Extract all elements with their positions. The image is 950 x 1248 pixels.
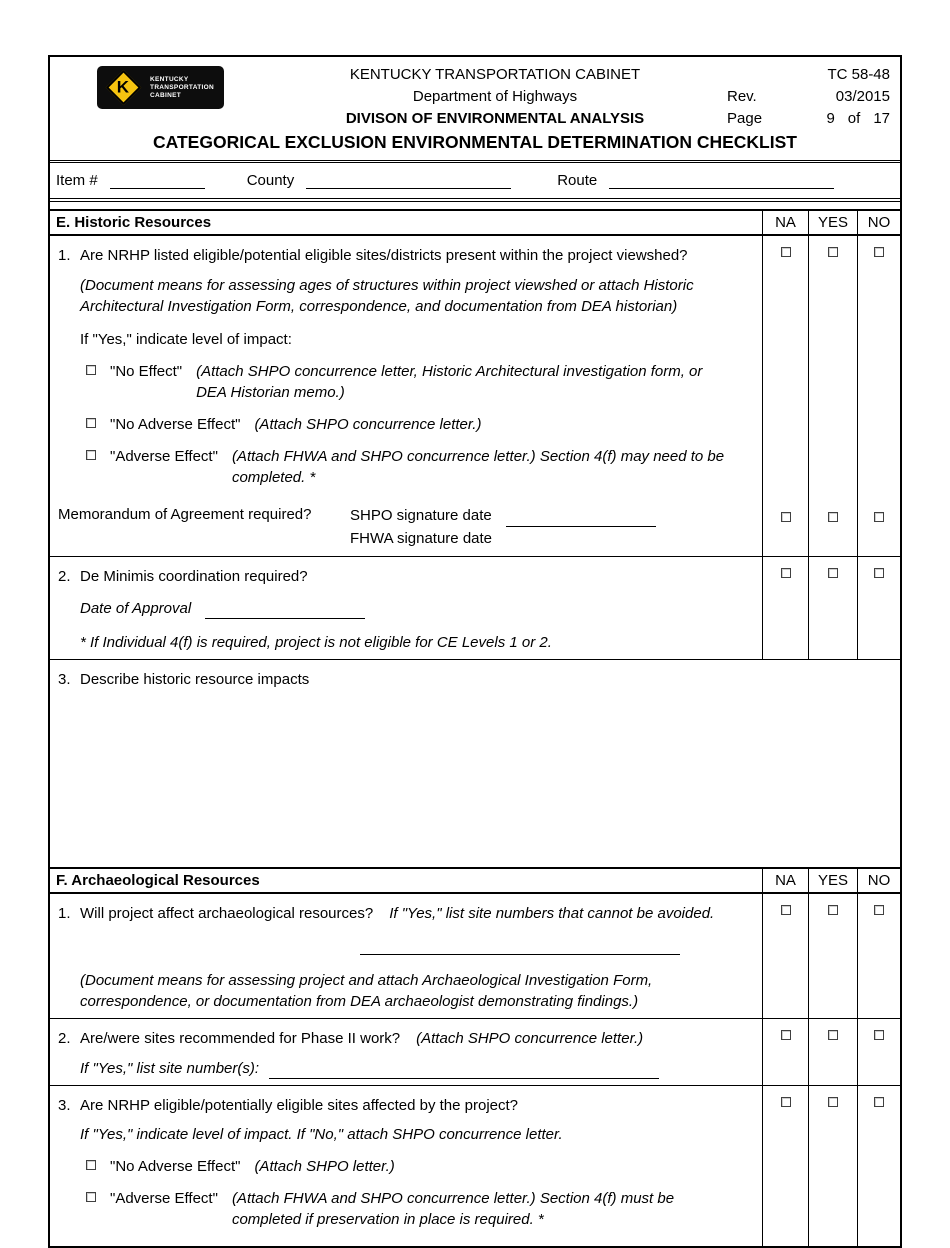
county-label: County (246, 172, 295, 189)
e1-na-checkbox[interactable] (781, 247, 791, 257)
option-no-adverse-effect (86, 414, 754, 435)
f1-no-checkbox[interactable] (874, 905, 884, 915)
option-no-effect (86, 361, 754, 403)
f3-option-no-adverse-effect (86, 1156, 754, 1177)
no-effect-checkbox[interactable] (86, 365, 96, 375)
f3-no-adverse-effect-note: (Attach SHPO letter.) (254, 1158, 395, 1175)
f3-yes-cell (808, 1086, 857, 1246)
no-adverse-effect-checkbox[interactable] (86, 418, 96, 428)
question-row-e3 (50, 660, 900, 867)
item-label: Item # (56, 172, 98, 189)
question-number: 1. (58, 247, 71, 264)
question-row-f1 (50, 894, 900, 1019)
e1-moa-yes-checkbox[interactable] (828, 512, 838, 522)
column-header-yes-f: YES (808, 869, 857, 892)
kytc-logo-diamond-icon: K (106, 70, 141, 105)
question-row-e2 (50, 557, 900, 660)
site-number-list-field[interactable] (269, 1062, 659, 1079)
rev-label: Rev. (727, 88, 757, 105)
f2-list-prompt: If "Yes," list site number(s): (80, 1060, 260, 1077)
column-header-na-f: NA (762, 869, 808, 892)
f3-no-adverse-effect-checkbox[interactable] (86, 1160, 96, 1170)
f3-adverse-effect-note: (Attach FHWA and SHPO concurrence letter.) Section 4(f) must be completed if preservation in place is required. * (231, 1190, 675, 1228)
question-number: 3. (58, 671, 71, 688)
department-name: Department of Highways (412, 88, 578, 105)
question-text-f1: Will project affect archaeological resources? (80, 905, 374, 922)
division-name: DIVISON OF ENVIRONMENTAL ANALYSIS (345, 110, 645, 127)
rev-value: 03/2015 (835, 88, 890, 105)
site-numbers-field[interactable] (360, 938, 680, 955)
of-label: of (847, 110, 861, 127)
f2-na-cell (762, 1019, 808, 1085)
header-right (727, 62, 892, 130)
question-note-e1: (Document means for assessing ages of structures within project viewshed or attach Historic Architectural Investigation Form, correspondence, and documentation from DEA historian) (80, 277, 694, 315)
f2-yes-checkbox[interactable] (828, 1030, 838, 1040)
shpo-signature-date-label: SHPO signature date (350, 507, 492, 524)
impact-prompt-e1: If "Yes," indicate level of impact: (80, 331, 292, 348)
f3-no-adverse-effect-label: "No Adverse Effect" (110, 1158, 241, 1175)
e1-na-cell (762, 236, 808, 556)
no-effect-label: "No Effect" (110, 363, 183, 380)
question-text-e2: De Minimis coordination required? (80, 568, 308, 585)
form-title: CATEGORICAL EXCLUSION ENVIRONMENTAL DETERMINATION CHECKLIST (50, 130, 900, 163)
e1-yes-cell (808, 236, 857, 556)
f1-na-cell (762, 894, 808, 1018)
question-row-e1 (50, 236, 900, 557)
question-number: 2. (58, 1030, 71, 1047)
logo-line3: CABINET (150, 91, 182, 99)
adverse-effect-label: "Adverse Effect" (110, 448, 218, 465)
question-text-e3: Describe historic resource impacts (80, 671, 310, 688)
question-row-f2 (50, 1019, 900, 1086)
no-adverse-effect-label: "No Adverse Effect" (110, 416, 241, 433)
f3-na-cell (762, 1086, 808, 1246)
f1-inline-note: If "Yes," list site numbers that cannot be avoided. (389, 905, 715, 922)
e2-na-checkbox[interactable] (781, 568, 791, 578)
date-of-approval-label: Date of Approval (80, 600, 192, 617)
f1-yes-checkbox[interactable] (828, 905, 838, 915)
f3-na-checkbox[interactable] (781, 1097, 791, 1107)
e1-yes-checkbox[interactable] (828, 247, 838, 257)
e2-no-checkbox[interactable] (874, 568, 884, 578)
question-text-f3: Are NRHP eligible/potentially eligible sites affected by the project? (80, 1097, 519, 1114)
form-number: TC 58-48 (827, 66, 890, 83)
question-text-f2: Are/were sites recommended for Phase II work? (80, 1030, 401, 1047)
moa-label: Memorandum of Agreement required? (58, 506, 312, 523)
no-adverse-effect-note: (Attach SHPO concurrence letter.) (254, 416, 482, 433)
header-center (263, 62, 727, 130)
logo-line1: KENTUCKY (150, 75, 189, 83)
question-number: 2. (58, 568, 71, 585)
column-header-no-f: NO (857, 869, 900, 892)
f3-no-checkbox[interactable] (874, 1097, 884, 1107)
ce-levels-footnote: * If Individual 4(f) is required, project is not eligible for CE Levels 1 or 2. (80, 634, 552, 651)
question-number: 3. (58, 1097, 71, 1114)
kytc-logo-box (97, 66, 224, 109)
shpo-signature-date-field[interactable] (506, 510, 656, 527)
question-number: 1. (58, 905, 71, 922)
e2-na-cell (762, 557, 808, 659)
date-of-approval-block (80, 598, 754, 619)
page-number: 9 (826, 110, 835, 127)
e2-yes-cell (808, 557, 857, 659)
section-e-title: E. Historic Resources (56, 214, 212, 231)
question-row-f3 (50, 1086, 900, 1246)
f2-no-cell (857, 1019, 900, 1085)
section-e-header (50, 209, 900, 236)
e1-moa-na-checkbox[interactable] (781, 512, 791, 522)
adverse-effect-checkbox[interactable] (86, 450, 96, 460)
f2-inline-note: (Attach SHPO concurrence letter.) (416, 1030, 644, 1047)
column-header-na: NA (762, 211, 808, 234)
no-effect-note: (Attach SHPO concurrence letter, Historic Architectural investigation form, or DEA Historian memo.) (196, 363, 703, 401)
f2-no-checkbox[interactable] (874, 1030, 884, 1040)
f1-no-cell (857, 894, 900, 1018)
e1-no-checkbox[interactable] (874, 247, 884, 257)
column-header-no: NO (857, 211, 900, 234)
total-pages: 17 (873, 110, 890, 127)
section-f-title: F. Archaeological Resources (56, 872, 260, 889)
f3-yes-checkbox[interactable] (828, 1097, 838, 1107)
f1-yes-cell (808, 894, 857, 1018)
question-text-e1: Are NRHP listed eligible/potential eligible sites/districts present within the project viewshed? (80, 247, 688, 264)
form-header (50, 57, 900, 130)
f3-no-cell (857, 1086, 900, 1246)
historic-impacts-text-area[interactable] (58, 690, 892, 840)
f1-note: (Document means for assessing project and attach Archaeological Investigation Form, correspondence, or documentation from DEA archaeologist demonstrating findings.) (80, 972, 653, 1010)
e1-moa-no-checkbox[interactable] (874, 512, 884, 522)
item-county-route-row (50, 163, 900, 202)
logo-line2: TRANSPORTATION (150, 83, 214, 91)
f3-option-adverse-effect (86, 1188, 754, 1230)
route-field[interactable] (609, 172, 834, 189)
e2-no-cell (857, 557, 900, 659)
fhwa-signature-date-label: FHWA signature date (350, 530, 493, 547)
date-of-approval-field[interactable] (205, 602, 365, 619)
f3-adverse-effect-label: "Adverse Effect" (110, 1190, 218, 1207)
route-label: Route (557, 172, 598, 189)
e2-yes-checkbox[interactable] (828, 568, 838, 578)
kytc-logo-text (150, 76, 214, 100)
f2-yes-cell (808, 1019, 857, 1085)
f2-na-checkbox[interactable] (781, 1030, 791, 1040)
county-field[interactable] (306, 172, 511, 189)
page-label: Page (727, 110, 763, 127)
e1-no-cell (857, 236, 900, 556)
f3-impact-prompt: If "Yes," indicate level of impact. If "No," attach SHPO concurrence letter. (80, 1126, 563, 1143)
moa-block (58, 504, 754, 550)
f3-adverse-effect-checkbox[interactable] (86, 1192, 96, 1202)
item-number-field[interactable] (110, 172, 205, 189)
column-header-yes: YES (808, 211, 857, 234)
section-f-header (50, 867, 900, 894)
f1-na-checkbox[interactable] (781, 905, 791, 915)
kytc-logo (58, 62, 263, 109)
adverse-effect-note: (Attach FHWA and SHPO concurrence letter.) Section 4(f) may need to be completed. * (231, 448, 725, 486)
option-adverse-effect (86, 446, 754, 488)
agency-name: KENTUCKY TRANSPORTATION CABINET (349, 66, 641, 83)
form-page (48, 55, 902, 1248)
